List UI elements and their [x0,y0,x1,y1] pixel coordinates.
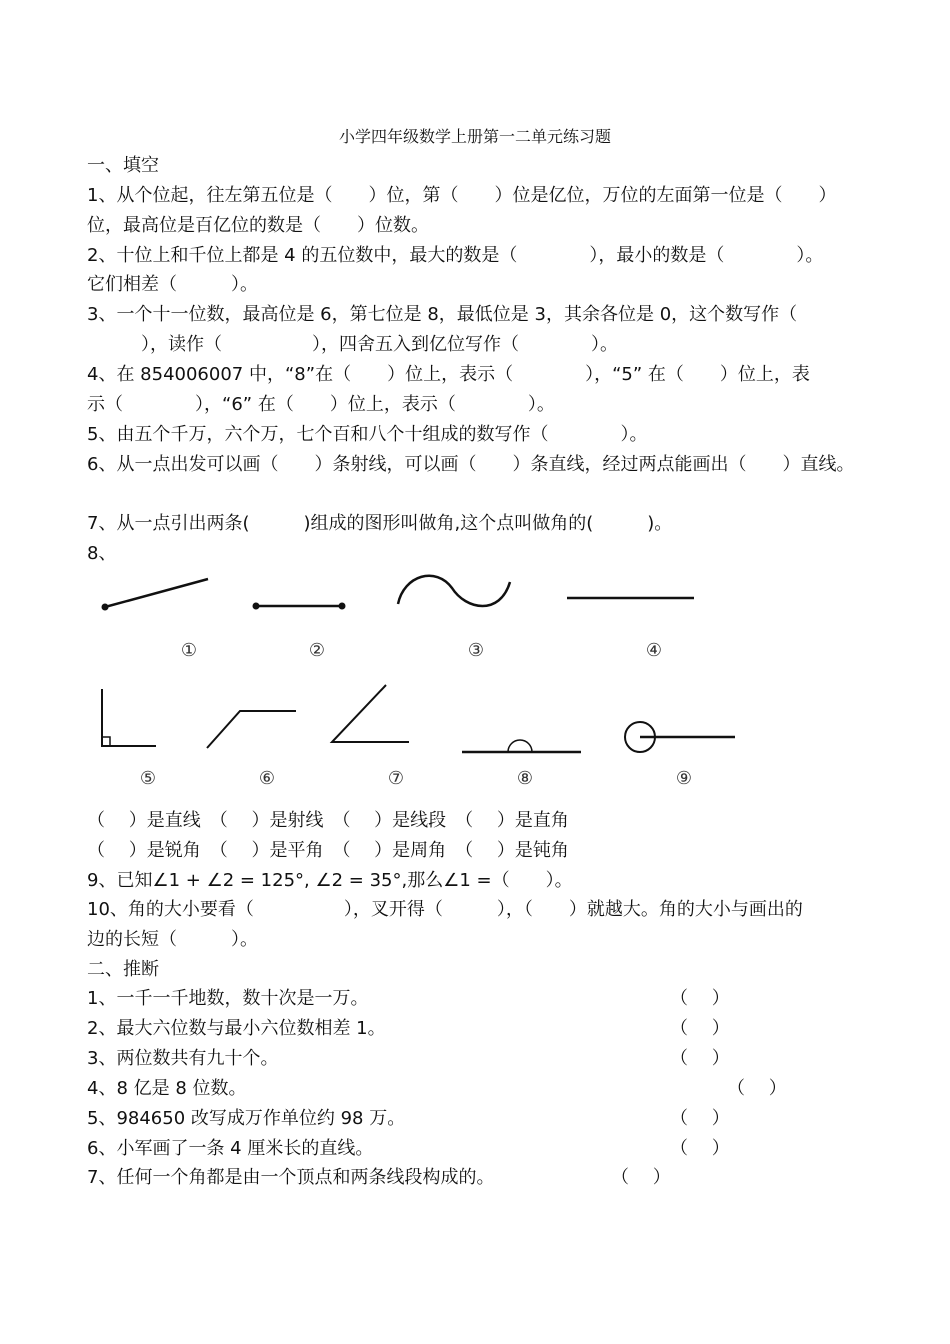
judge-item: 3、两位数共有九十个。 [87,1048,279,1069]
section1-heading: 一、填空 [87,155,159,176]
figure-label: ⑥ [258,768,276,789]
judge-answer-blank: （ ） [670,988,730,1009]
question-line: 9、已知∠1 + ∠2 = 125°, ∠2 = 35°,那么∠1 =（ ）。 [87,870,573,891]
figure-label: ① [180,640,198,661]
question-line: 1、从个位起，往左第五位是（ ）位，第（ ）位是亿位，万位的左面第一位是（ ） [87,185,837,206]
figure-3-curve [398,576,510,606]
question-line: 2、十位上和千位上都是 4 的五位数中，最大的数是（ ），最小的数是（ ）。 [87,245,824,266]
judge-answer-blank: （ ） [670,1138,730,1159]
question-line: ），读作（ ），四舍五入到亿位写作（ ）。 [87,334,618,355]
figure-7-acute-angle [332,685,409,742]
figure-label: ② [308,640,326,661]
judge-item: 5、984650 改写成万作单位约 98 万。 [87,1108,406,1129]
question-line: 6、从一点出发可以画（ ）条射线，可以画（ ）条直线，经过两点能画出（ ）直线。 [87,454,855,475]
judge-answer-blank: （ ） [670,1108,730,1129]
judge-item: 6、小军画了一条 4 厘米长的直线。 [87,1138,374,1159]
figure-1-segment-with-dot [102,579,209,611]
question-line: 10、角的大小要看（ ），叉开得（ ），（ ）就越大。角的大小与画出的 [87,899,803,920]
figure-5-right-angle [102,689,156,746]
judge-answer-blank: （ ） [611,1167,671,1188]
question-line: 3、一个十一位数，最高位是 6，第七位是 8，最低位是 3，其余各位是 0，这个数写作（ [87,304,798,325]
figure-label: ⑨ [675,768,693,789]
figure-2-line-segment [253,603,346,610]
question-line: 5、由五个千万，六个万，七个百和八个十组成的数写作（ ）。 [87,424,648,445]
question-line: 4、在 854006007 中，“8”在（ ）位上，表示（ ），“5” 在（ ）位上，表 [87,364,810,385]
judge-item: 4、8 亿是 8 位数。 [87,1078,247,1099]
question-line: 位，最高位是百亿位的数是（ ）位数。 [87,215,429,236]
judge-answer-blank: （ ） [670,1048,730,1069]
question-line: 8、 [87,543,117,564]
figure-label: ⑧ [516,768,534,789]
judge-answer-blank: （ ） [670,1018,730,1039]
judge-item: 2、最大六位数与最小六位数相差 1。 [87,1018,386,1039]
classify-line: （ ）是直线 （ ）是射线 （ ）是线段 （ ）是直角 [87,810,569,831]
figure-label: ⑦ [387,768,405,789]
question-line: 示（ ），“6” 在（ ）位上，表示（ ）。 [87,394,555,415]
judge-item: 1、一千一千地数，数十次是一万。 [87,988,369,1009]
figure-6-bent-line [207,711,296,748]
judge-item: 7、任何一个角都是由一个顶点和两条线段构成的。 [87,1167,495,1188]
figure-8-straight-angle [462,740,581,752]
page-title: 小学四年级数学上册第一二单元练习题 [338,127,611,146]
classify-line: （ ）是锐角 （ ）是平角 （ ）是周角 （ ）是钝角 [87,840,569,861]
question-line: 7、从一点引出两条( )组成的图形叫做角,这个点叫做角的( )。 [87,513,673,534]
section2-heading: 二、推断 [87,959,159,980]
judge-answer-blank: （ ） [727,1078,787,1099]
question-line: 边的长短（ ）。 [87,929,258,950]
figure-label: ④ [645,640,663,661]
figure-label: ③ [467,640,485,661]
question-line: 它们相差（ ）。 [87,274,258,295]
figure-label: ⑤ [139,768,157,789]
figure-9-full-angle [625,722,735,752]
